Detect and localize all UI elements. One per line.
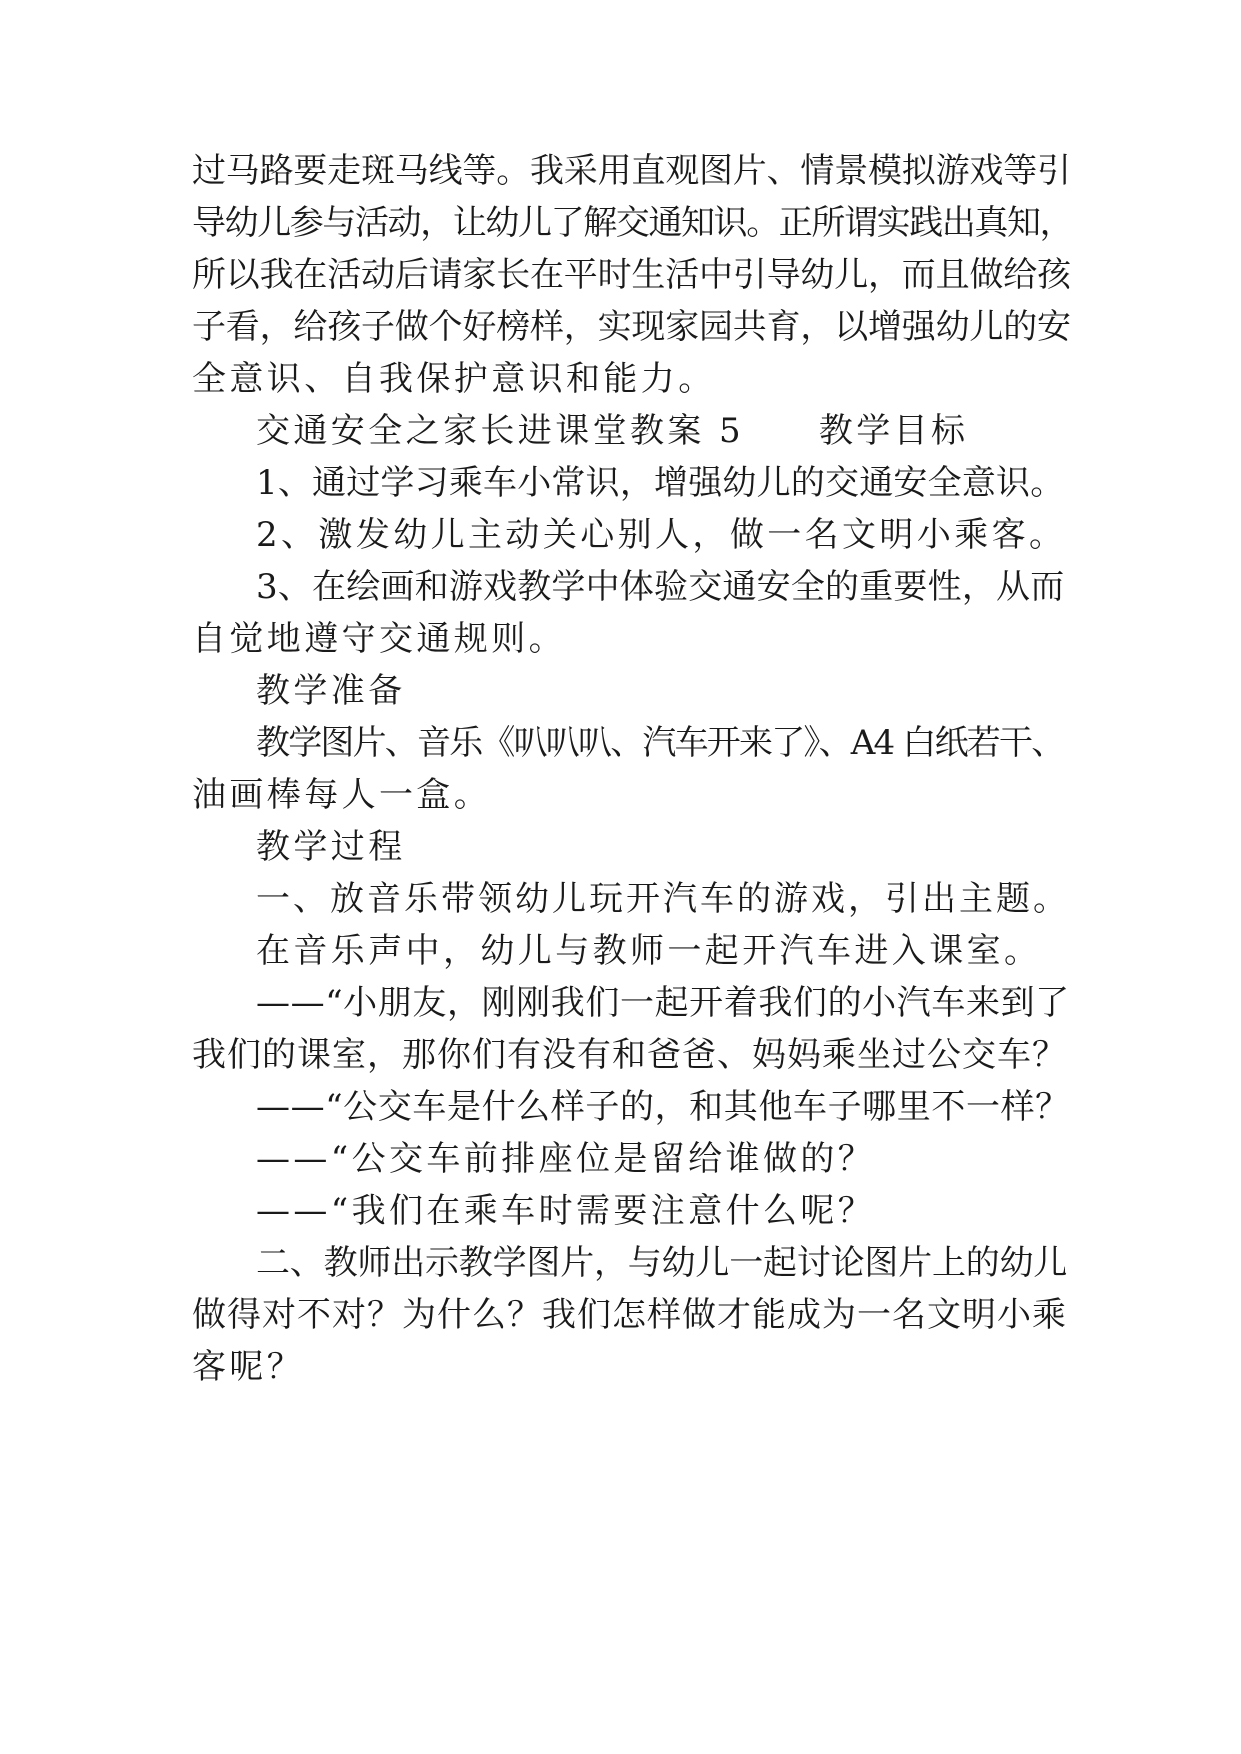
paragraph-line: 二、教师出示教学图片，与幼儿一起讨论图片上的幼儿 [256,1243,1068,1283]
dialogue-line: 我们的课室，那你们有没有和爸爸、妈妈乘坐过公交车？ [192,1035,1067,1075]
dialogue-line: ——“公交车是什么样子的，和其他车子哪里不一样？ [256,1087,1070,1127]
section-heading: 交通安全之家长进课堂教案 5 教学目标 [256,411,969,451]
dialogue-line: ——“公交车前排座位是留给谁做的？ [256,1139,876,1179]
paragraph-line: 所以我在活动后请家长在平时生活中引导幼儿，而且做给孩 [192,255,1071,295]
section-heading: 教学过程 [256,827,406,867]
paragraph-line: 油画棒每人一盒。 [192,775,492,815]
paragraph-line: 自觉地遵守交通规则。 [192,619,566,659]
paragraph-line: 一、放音乐带领幼儿玩开汽车的游戏，引出主题。 [256,879,1070,919]
paragraph-line: 做得对不对？为什么？我们怎样做才能成为一名文明小乘 [192,1295,1067,1335]
objective-item-1: 1、通过学习乘车小常识，增强幼儿的交通安全意识。 [256,463,1065,503]
section-heading: 教学准备 [256,671,406,711]
dialogue-line: ——“小朋友，刚刚我们一起开着我们的小汽车来到了 [256,983,1070,1023]
paragraph-line: 过马路要走斑马线等。我采用直观图片、情景模拟游戏等引 [192,151,1071,191]
paragraph-line: 教学图片、音乐《叭叭叭、汽车开来了》、A4 白纸若干、 [256,723,1064,763]
paragraph-line: 导幼儿参与活动，让幼儿了解交通知识。正所谓实践出真知， [192,203,1073,243]
dialogue-line: ——“我们在乘车时需要注意什么呢？ [256,1191,876,1231]
objective-item-3: 3、在绘画和游戏教学中体验交通安全的重要性，从而 [256,567,1065,607]
paragraph-line: 全意识、自我保护意识和能力。 [192,359,716,399]
paragraph-line: 在音乐声中，幼儿与教师一起开汽车进入课室。 [256,931,1042,971]
objective-item-2: 2、激发幼儿主动关心别人，做一名文明小乘客。 [256,515,1067,555]
paragraph-line: 客呢？ [192,1347,305,1387]
paragraph-line: 子看，给孩子做个好榜样，实现家园共育，以增强幼儿的安 [192,307,1071,347]
